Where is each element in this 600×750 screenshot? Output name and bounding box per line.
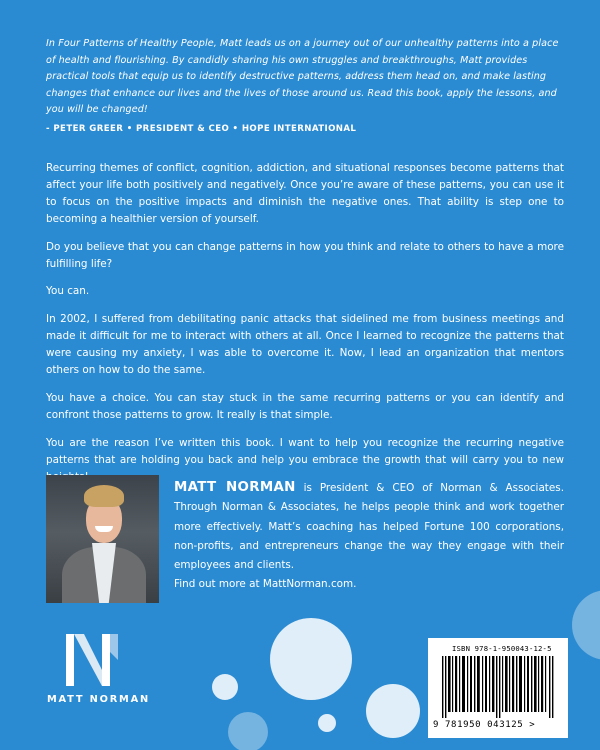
decorative-bubble-tiny <box>318 714 336 732</box>
endorsement-attribution: - PETER GREER • PRESIDENT & CEO • HOPE INTERNATIONAL <box>46 124 357 134</box>
endorsement-quote: In Four Patterns of Healthy People, Matt leads us on a journey out of our unhealthy patterns into a place of health and flourishing. By candidly sharing his own struggles and breakthroughs, Matt provides practical tools that equip us to identify destructive patterns, address them head on, and make lasting changes that enhance our lives and the lives of those around us. Read this book, apply the lessons, and you will be changed! <box>46 38 559 115</box>
book-description <box>46 160 564 497</box>
logo-wordmark: MATT NORMAN <box>47 694 150 705</box>
matt-norman-logo-icon <box>62 630 122 688</box>
author-photo <box>46 475 159 603</box>
isbn-barcode <box>428 638 568 738</box>
description-paragraph: In 2002, I suffered from debilitating panic attacks that sidelined me from business meetings and made it difficult for me to interact with others at all. Once I learned to recognize the patterns that were causing my anxiety, I was able to overcome it. Now, I lead an organization that mentors others on how to do the same. <box>46 313 564 377</box>
isbn-number: ISBN 978-1-950043-12-5 <box>452 644 552 653</box>
decorative-bubble-faint <box>228 712 268 750</box>
description-paragraph: Do you believe that you can change patterns in how you think and relate to others to have a more fulfilling life? <box>46 240 564 270</box>
decorative-bubble-small <box>212 674 238 700</box>
author-website-line: Find out more at MattNorman.com. <box>174 578 357 591</box>
author-name: MATT NORMAN <box>174 480 296 495</box>
author-bio-text: is President & CEO of Norman & Associates. Through Norman & Associates, he helps people think and work together more effectively. Matt’s coaching has helped Fortune 100 corporations, non-profits, and entrepreneurs change the way they engage with their employees and clients. <box>174 482 564 572</box>
decorative-bubble-large <box>270 618 352 700</box>
description-paragraph: Recurring themes of conflict, cognition, addiction, and situational responses become patterns that affect your life both positively and negatively. Once you’re aware of these patterns, you can use it to focus on the positive impacts and diminish the negative ones. That ability is step one to becoming a healthier version of yourself. <box>46 162 564 225</box>
barcode-digits: 9 781950 043125 > <box>433 720 536 730</box>
author-bio <box>174 478 564 595</box>
description-paragraph: You are the reason I’ve written this book. I want to help you recognize the recurring negative patterns that are holding you back and help you embrace the growth that will carry you to new <box>46 436 564 466</box>
barcode-icon <box>442 656 554 718</box>
decorative-bubble-faint-edge <box>572 590 600 660</box>
decorative-bubble-medium <box>366 684 420 738</box>
description-paragraph: You can. <box>46 285 90 298</box>
description-paragraph: You have a choice. You can stay stuck in the same recurring patterns or you can identify and confront those patterns to grow. It really is that simple. <box>46 391 564 421</box>
